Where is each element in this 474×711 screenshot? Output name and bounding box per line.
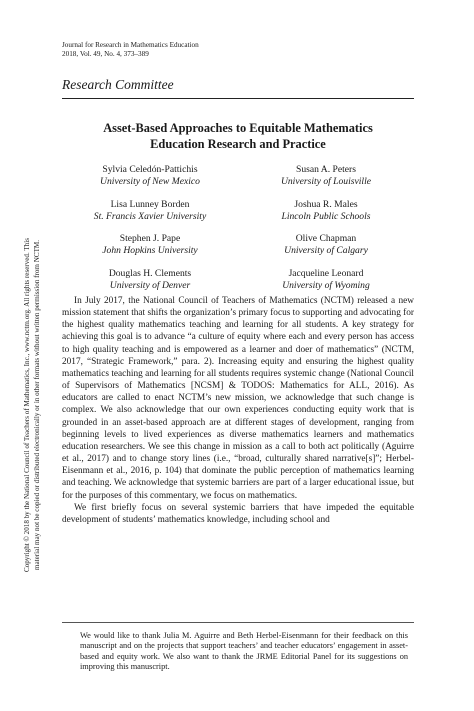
body-paragraph: We first briefly focus on several systemic barriers that have impeded the equitable development of students’ mathematics knowledge, including school and <box>62 502 414 525</box>
body-paragraph: In July 2017, the National Council of Teachers of Mathematics (NCTM) released a new mission statement that shifts the organization’s primary focus to supporting and advocating for the highest quality mathematics teaching and learning for all students. A key strategy for achieving this goal is to advance “a culture of equity where each and every person has access to high quality teaching and is empowered as a learner and doer of mathematics” (NCTM, 2017, “Strategic Framework,” para. 2). Increasing equity and ensuring the highest quality mathematics teaching and learning for all students requires systemic change (National Council of Supervisors of Mathematics [NCSM] & TODOS: Mathematics for ALL, 2016). As educators are called to enact NCTM’s new mission, we acknowledge that such change is complex. We also acknowledge that our own experiences conducting equity work that is grounded in an asset-based approach are at different stages of development, ranging from beginning levels to lived experiences as diverse mathematics learners and mathematics education researchers. We see this change in mission as a call to both act politically (Aguirre et al., 2017) and to change story lines (i.e., “broad, culturally shared narrative[s]”; Herbel-Eisenmann et al., 2016, p. 104) that dominate the public perception of mathematics learning and teaching. We acknowledge that systemic barriers are part of a larger educational issue, but for the purposes of this commentary, we focus on mathematics. <box>62 296 415 501</box>
author-block <box>238 233 414 257</box>
author-name: Olive Chapman <box>295 233 357 244</box>
author-block <box>62 268 238 292</box>
author-affiliation: University of New Mexico <box>100 176 200 187</box>
author-affiliation: John Hopkins University <box>102 245 198 256</box>
title-line-2: Education Research and Practice <box>150 137 326 151</box>
author-block <box>238 268 414 292</box>
author-name: Lisa Lunney Borden <box>110 198 190 210</box>
author-name: Susan A. Peters <box>296 164 356 175</box>
author-name: Stephen J. Pape <box>119 233 181 244</box>
article-title <box>62 120 414 152</box>
copyright-notice <box>22 176 42 634</box>
author-name: Jacqueline Leonard <box>288 267 364 279</box>
author-affiliation: University of Louisville <box>280 176 372 187</box>
author-affiliation: University of Wyoming <box>282 279 370 291</box>
journal-header <box>62 41 199 59</box>
author-block <box>62 199 238 223</box>
author-affiliation: University of Calgary <box>284 245 368 256</box>
article-body <box>62 295 414 526</box>
journal-name: Journal for Research in Mathematics Education <box>62 41 199 49</box>
copyright-sidebar <box>14 176 50 634</box>
author-affiliation: Lincoln Public Schools <box>281 210 371 222</box>
title-line-1: Asset-Based Approaches to Equitable Mathematics <box>103 121 373 135</box>
acknowledgment-note: We would like to thank Julia M. Aguirre and Beth Herbel-Eisenmann for their feedback on this manuscript and on the projects that support teachers’ and teacher educators’ engagement in asset-based and equity work. We also want to thank the JRME Editorial Panel for its suggestions on improving this manuscript. <box>80 631 408 672</box>
footnote-divider <box>62 622 414 623</box>
author-name: Douglas H. Clements <box>108 267 192 279</box>
journal-citation: 2018, Vol. 49, No. 4, 373–389 <box>62 50 149 58</box>
copyright-line-1: Copyright © 2018 by the National Council of Teachers of Mathematics, Inc., www.nctm.org. All rights reserved. This <box>23 237 31 573</box>
author-block <box>238 164 414 188</box>
author-block <box>62 233 238 257</box>
copyright-line-2: material may not be copied or distributed electronically or in other formats without written permission from NCTM. <box>33 240 41 570</box>
section-divider <box>62 98 414 99</box>
author-affiliation: University of Denver <box>109 279 191 291</box>
section-heading: Research Committee <box>62 77 174 92</box>
author-list <box>62 164 414 292</box>
author-block <box>62 164 238 188</box>
author-block <box>238 199 414 223</box>
author-name: Joshua R. Males <box>294 198 358 210</box>
author-affiliation: St. Francis Xavier University <box>93 210 207 222</box>
author-name: Sylvia Celedón-Pattichis <box>102 164 198 175</box>
